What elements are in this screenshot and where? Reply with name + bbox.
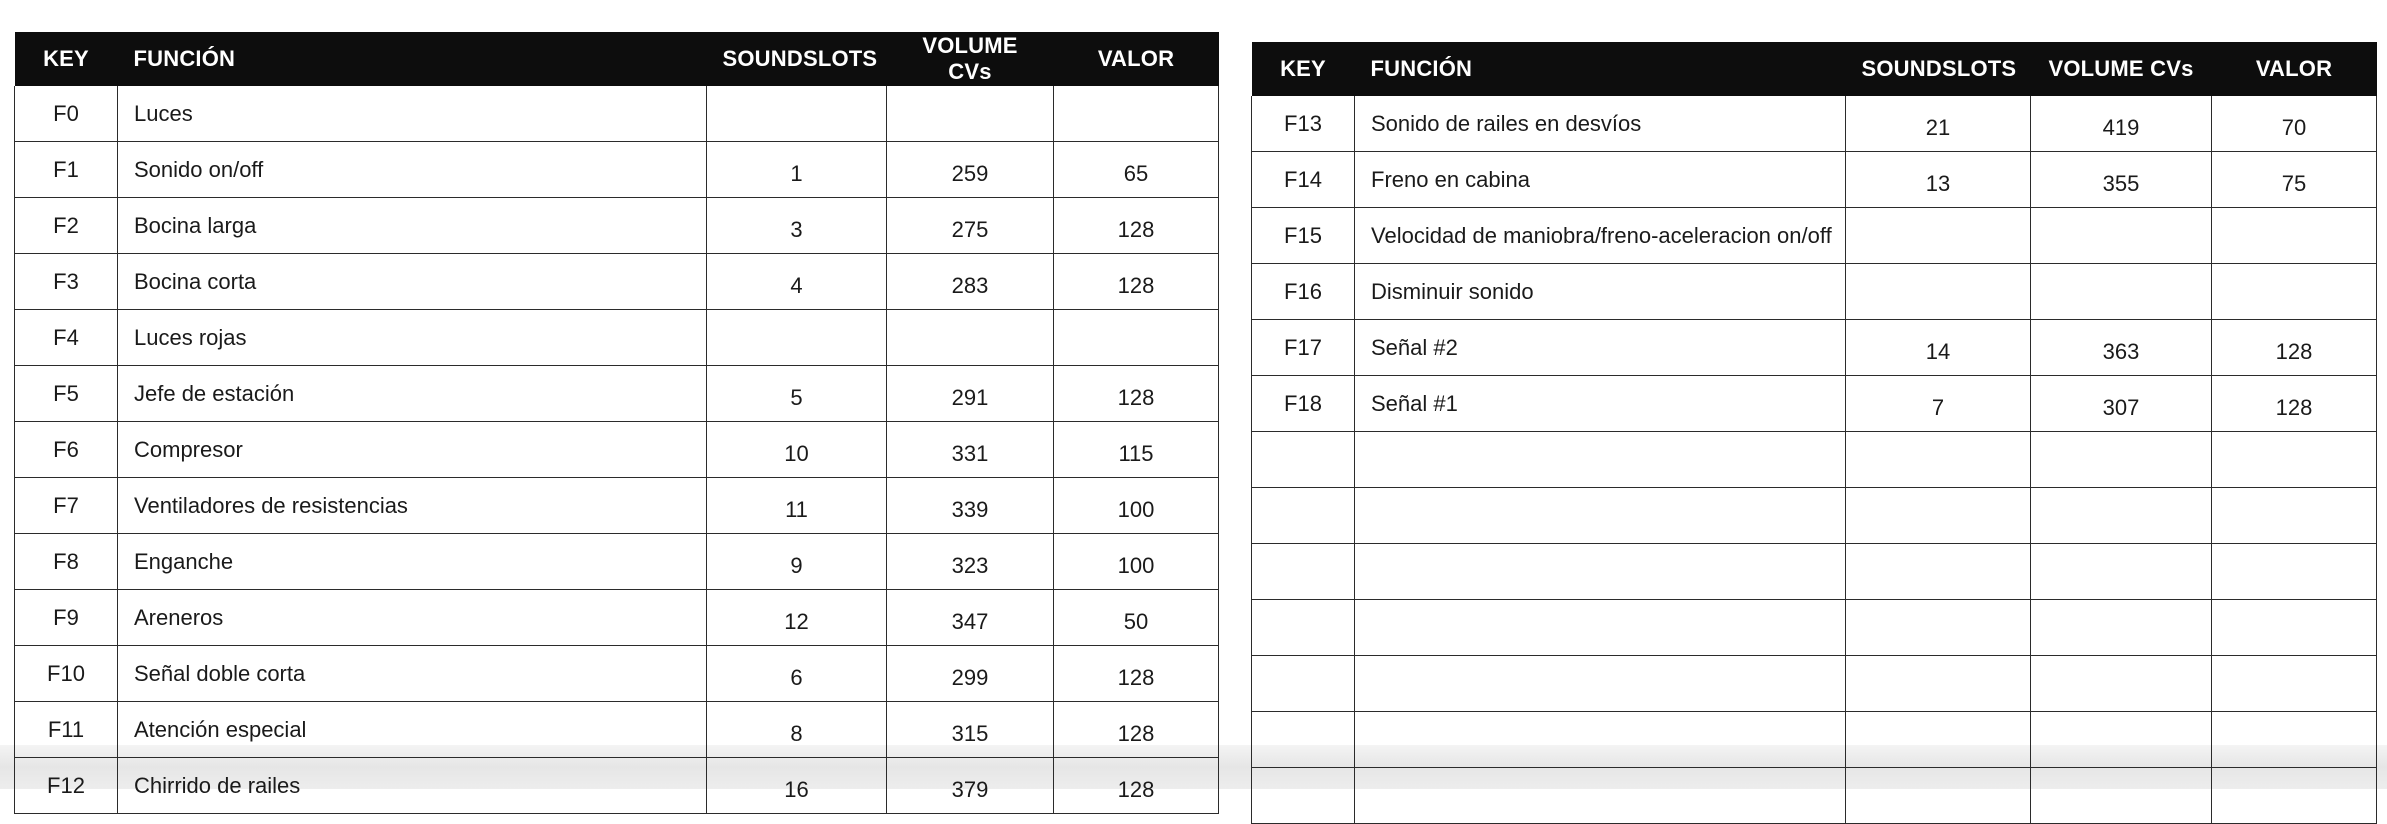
- key-cell: F11: [15, 702, 118, 758]
- key-cell: F7: [15, 478, 118, 534]
- table-row: [15, 422, 1219, 478]
- table-row: [15, 366, 1219, 422]
- soundslots-cell: [1846, 264, 2031, 320]
- valor-cell: [2212, 768, 2377, 824]
- function-cell: Areneros: [118, 590, 707, 646]
- soundslots-cell: 4: [707, 254, 887, 310]
- key-cell: F16: [1252, 264, 1355, 320]
- function-cell: Luces: [118, 86, 707, 142]
- table-row: [15, 758, 1219, 814]
- header-key: KEY: [15, 32, 118, 86]
- volume-cvs-cell: 291: [887, 366, 1054, 422]
- key-cell: F17: [1252, 320, 1355, 376]
- table-body: [1252, 96, 2377, 824]
- valor-cell: 65: [1054, 142, 1219, 198]
- soundslots-cell: [1846, 656, 2031, 712]
- function-cell: Disminuir sonido: [1355, 264, 1846, 320]
- table-row: [15, 534, 1219, 590]
- valor-cell: 70: [2212, 96, 2377, 152]
- function-cell: Compresor: [118, 422, 707, 478]
- valor-cell: 50: [1054, 590, 1219, 646]
- volume-cvs-cell: 283: [887, 254, 1054, 310]
- volume-cvs-cell: [2031, 600, 2212, 656]
- key-cell: F2: [15, 198, 118, 254]
- table-row: [1252, 320, 2377, 376]
- function-cell: Señal #2: [1355, 320, 1846, 376]
- soundslots-cell: 12: [707, 590, 887, 646]
- valor-cell: [2212, 656, 2377, 712]
- table-row: [15, 646, 1219, 702]
- soundslots-cell: 1: [707, 142, 887, 198]
- volume-cvs-cell: [887, 86, 1054, 142]
- function-cell: [1355, 656, 1846, 712]
- soundslots-cell: 8: [707, 702, 887, 758]
- function-cell: Ventiladores de resistencias: [118, 478, 707, 534]
- table-row: [1252, 656, 2377, 712]
- valor-cell: 128: [1054, 198, 1219, 254]
- function-cell: [1355, 432, 1846, 488]
- table-row: [15, 142, 1219, 198]
- key-cell: [1252, 768, 1355, 824]
- table-row: [1252, 432, 2377, 488]
- soundslots-cell: 7: [1846, 376, 2031, 432]
- volume-cvs-cell: [2031, 768, 2212, 824]
- valor-cell: [2212, 712, 2377, 768]
- table-row: [1252, 264, 2377, 320]
- soundslots-cell: 11: [707, 478, 887, 534]
- soundslots-cell: [1846, 712, 2031, 768]
- function-cell: Bocina larga: [118, 198, 707, 254]
- table-row: [15, 702, 1219, 758]
- key-cell: F10: [15, 646, 118, 702]
- table-row: [1252, 488, 2377, 544]
- table-row: [1252, 208, 2377, 264]
- valor-cell: 128: [1054, 702, 1219, 758]
- soundslots-cell: [707, 310, 887, 366]
- function-cell: [1355, 768, 1846, 824]
- soundslots-cell: 16: [707, 758, 887, 814]
- function-cell: [1355, 544, 1846, 600]
- function-cell: Señal doble corta: [118, 646, 707, 702]
- volume-cvs-cell: [2031, 712, 2212, 768]
- valor-cell: [2212, 600, 2377, 656]
- key-cell: F8: [15, 534, 118, 590]
- function-cell: Luces rojas: [118, 310, 707, 366]
- key-cell: F1: [15, 142, 118, 198]
- soundslots-cell: 13: [1846, 152, 2031, 208]
- valor-cell: [2212, 264, 2377, 320]
- volume-cvs-cell: 315: [887, 702, 1054, 758]
- function-table-left: [14, 32, 1219, 814]
- function-cell: [1355, 600, 1846, 656]
- volume-cvs-cell: 307: [2031, 376, 2212, 432]
- function-cell: Bocina corta: [118, 254, 707, 310]
- table-row: [1252, 152, 2377, 208]
- table-body: [15, 86, 1219, 814]
- soundslots-cell: 5: [707, 366, 887, 422]
- key-cell: F6: [15, 422, 118, 478]
- volume-cvs-cell: 323: [887, 534, 1054, 590]
- valor-cell: [1054, 310, 1219, 366]
- table-header: [1252, 42, 2377, 96]
- key-cell: [1252, 432, 1355, 488]
- volume-cvs-cell: 259: [887, 142, 1054, 198]
- key-cell: F15: [1252, 208, 1355, 264]
- soundslots-cell: 9: [707, 534, 887, 590]
- header-soundslots: SOUNDSLOTS: [1846, 42, 2031, 96]
- key-cell: F13: [1252, 96, 1355, 152]
- key-cell: F14: [1252, 152, 1355, 208]
- valor-cell: 128: [1054, 646, 1219, 702]
- function-cell: [1355, 712, 1846, 768]
- key-cell: F18: [1252, 376, 1355, 432]
- function-cell: Enganche: [118, 534, 707, 590]
- soundslots-cell: [1846, 432, 2031, 488]
- function-cell: Chirrido de railes: [118, 758, 707, 814]
- volume-cvs-cell: [2031, 432, 2212, 488]
- key-cell: F4: [15, 310, 118, 366]
- valor-cell: 128: [1054, 366, 1219, 422]
- header-volume-cvs: VOLUME CVs: [887, 32, 1054, 86]
- table-row: [1252, 600, 2377, 656]
- volume-cvs-cell: 419: [2031, 96, 2212, 152]
- volume-cvs-cell: [2031, 264, 2212, 320]
- key-cell: [1252, 544, 1355, 600]
- function-cell: Jefe de estación: [118, 366, 707, 422]
- key-cell: F9: [15, 590, 118, 646]
- soundslots-cell: [1846, 488, 2031, 544]
- soundslots-cell: 14: [1846, 320, 2031, 376]
- key-cell: [1252, 656, 1355, 712]
- valor-cell: 128: [1054, 254, 1219, 310]
- header-valor: VALOR: [1054, 32, 1219, 86]
- header-key: KEY: [1252, 42, 1355, 96]
- table-header: [15, 32, 1219, 86]
- volume-cvs-cell: [2031, 544, 2212, 600]
- volume-cvs-cell: [2031, 656, 2212, 712]
- soundslots-cell: 3: [707, 198, 887, 254]
- function-cell: Atención especial: [118, 702, 707, 758]
- valor-cell: [2212, 488, 2377, 544]
- function-cell: Sonido on/off: [118, 142, 707, 198]
- volume-cvs-cell: 331: [887, 422, 1054, 478]
- valor-cell: [1054, 86, 1219, 142]
- table-row: [1252, 96, 2377, 152]
- volume-cvs-cell: 379: [887, 758, 1054, 814]
- volume-cvs-cell: 299: [887, 646, 1054, 702]
- key-cell: [1252, 488, 1355, 544]
- key-cell: F12: [15, 758, 118, 814]
- table-row: [15, 86, 1219, 142]
- soundslots-cell: [1846, 544, 2031, 600]
- table-row: [1252, 768, 2377, 824]
- table-row: [15, 310, 1219, 366]
- function-cell: Freno en cabina: [1355, 152, 1846, 208]
- valor-cell: [2212, 208, 2377, 264]
- volume-cvs-cell: 347: [887, 590, 1054, 646]
- valor-cell: 128: [2212, 376, 2377, 432]
- valor-cell: 115: [1054, 422, 1219, 478]
- soundslots-cell: [707, 86, 887, 142]
- volume-cvs-cell: [887, 310, 1054, 366]
- key-cell: F0: [15, 86, 118, 142]
- soundslots-cell: 10: [707, 422, 887, 478]
- valor-cell: 128: [1054, 758, 1219, 814]
- header-valor: VALOR: [2212, 42, 2377, 96]
- table-row: [15, 198, 1219, 254]
- soundslots-cell: 21: [1846, 96, 2031, 152]
- volume-cvs-cell: [2031, 208, 2212, 264]
- valor-cell: [2212, 544, 2377, 600]
- volume-cvs-cell: 355: [2031, 152, 2212, 208]
- function-table-right: [1251, 42, 2377, 824]
- volume-cvs-cell: 275: [887, 198, 1054, 254]
- table-row: [15, 478, 1219, 534]
- table-row: [1252, 376, 2377, 432]
- valor-cell: [2212, 432, 2377, 488]
- function-cell: [1355, 488, 1846, 544]
- valor-cell: 75: [2212, 152, 2377, 208]
- function-cell: Velocidad de maniobra/freno-aceleracion on/off: [1355, 208, 1846, 264]
- table-row: [1252, 544, 2377, 600]
- function-cell: Señal #1: [1355, 376, 1846, 432]
- valor-cell: 100: [1054, 534, 1219, 590]
- function-cell: Sonido de railes en desvíos: [1355, 96, 1846, 152]
- header-function: FUNCIÓN: [118, 32, 707, 86]
- volume-cvs-cell: [2031, 488, 2212, 544]
- table-row: [15, 254, 1219, 310]
- table-row: [1252, 712, 2377, 768]
- volume-cvs-cell: 363: [2031, 320, 2212, 376]
- key-cell: F3: [15, 254, 118, 310]
- key-cell: [1252, 600, 1355, 656]
- header-soundslots: SOUNDSLOTS: [707, 32, 887, 86]
- key-cell: [1252, 712, 1355, 768]
- key-cell: F5: [15, 366, 118, 422]
- table-row: [15, 590, 1219, 646]
- header-function: FUNCIÓN: [1355, 42, 1846, 96]
- soundslots-cell: [1846, 600, 2031, 656]
- soundslots-cell: [1846, 208, 2031, 264]
- valor-cell: 100: [1054, 478, 1219, 534]
- header-volume-cvs: VOLUME CVs: [2031, 42, 2212, 96]
- soundslots-cell: 6: [707, 646, 887, 702]
- valor-cell: 128: [2212, 320, 2377, 376]
- volume-cvs-cell: 339: [887, 478, 1054, 534]
- soundslots-cell: [1846, 768, 2031, 824]
